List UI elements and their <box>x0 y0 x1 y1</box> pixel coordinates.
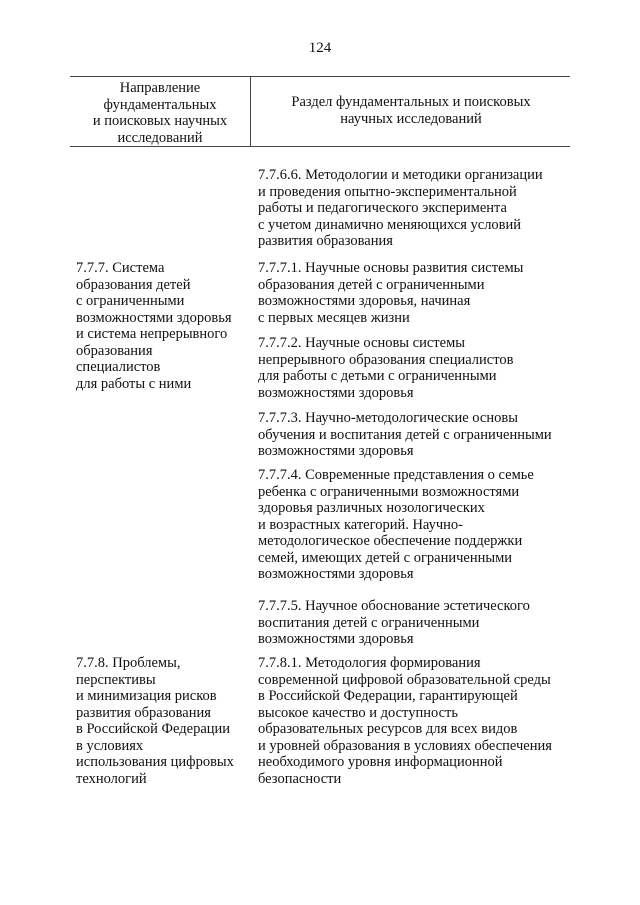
direction-7-7-8: 7.7.8. Проблемы, перспективы и минимизация рисков развития образования в Российской Федерации в условиях использования цифровых технологий <box>76 655 234 787</box>
section-7-7-8-1: 7.7.8.1. Методология формирования современной цифровой образовательной среды в Российской Федерации, гарантирующей высокое качество и доступность образовательных ресурсов для всех видов и уровней образования в условиях обеспечения необходимого уровня информационной безопасности <box>258 655 552 787</box>
section-7-7-7-1: 7.7.7.1. Научные основы развития системы образования детей с ограниченными возможностями здоровья, начиная с первых месяцев жизни <box>258 260 524 326</box>
header-bottom-rule <box>70 146 570 147</box>
direction-7-7-7: 7.7.7. Система образования детей с ограниченными возможностями здоровья и система непрерывного образования специалистов для работы с ними <box>76 260 232 392</box>
column-header-direction: Направление фундаментальных и поисковых научных исследований <box>92 80 228 146</box>
column-header-section: Раздел фундаментальных и поисковых научных исследований <box>291 94 531 127</box>
table-top-rule <box>70 76 570 77</box>
page-number: 124 <box>308 40 332 56</box>
section-7-7-6-6: 7.7.6.6. Методологии и методики организации и проведения опытно-экспериментальной работы и педагогического эксперимента с учетом динамично меняющихся условий развития образования <box>258 167 543 249</box>
section-7-7-7-5: 7.7.7.5. Научное обоснование эстетического воспитания детей с ограниченными возможностями здоровья <box>258 598 530 647</box>
header-column-divider <box>250 76 251 146</box>
section-7-7-7-3: 7.7.7.3. Научно-методологические основы обучения и воспитания детей с ограниченными возможностями здоровья <box>258 410 552 459</box>
section-7-7-7-2: 7.7.7.2. Научные основы системы непрерывного образования специалистов для работы с детьми с ограниченными возможностями здоровья <box>258 335 514 401</box>
section-7-7-7-4: 7.7.7.4. Современные представления о семье ребенка с ограниченными возможностями здоровья различных нозологических и возрастных категорий. Научно- методологическое обеспечение поддержки семей, имеющих детей с ограниченными возможностями здоровья <box>258 467 534 582</box>
